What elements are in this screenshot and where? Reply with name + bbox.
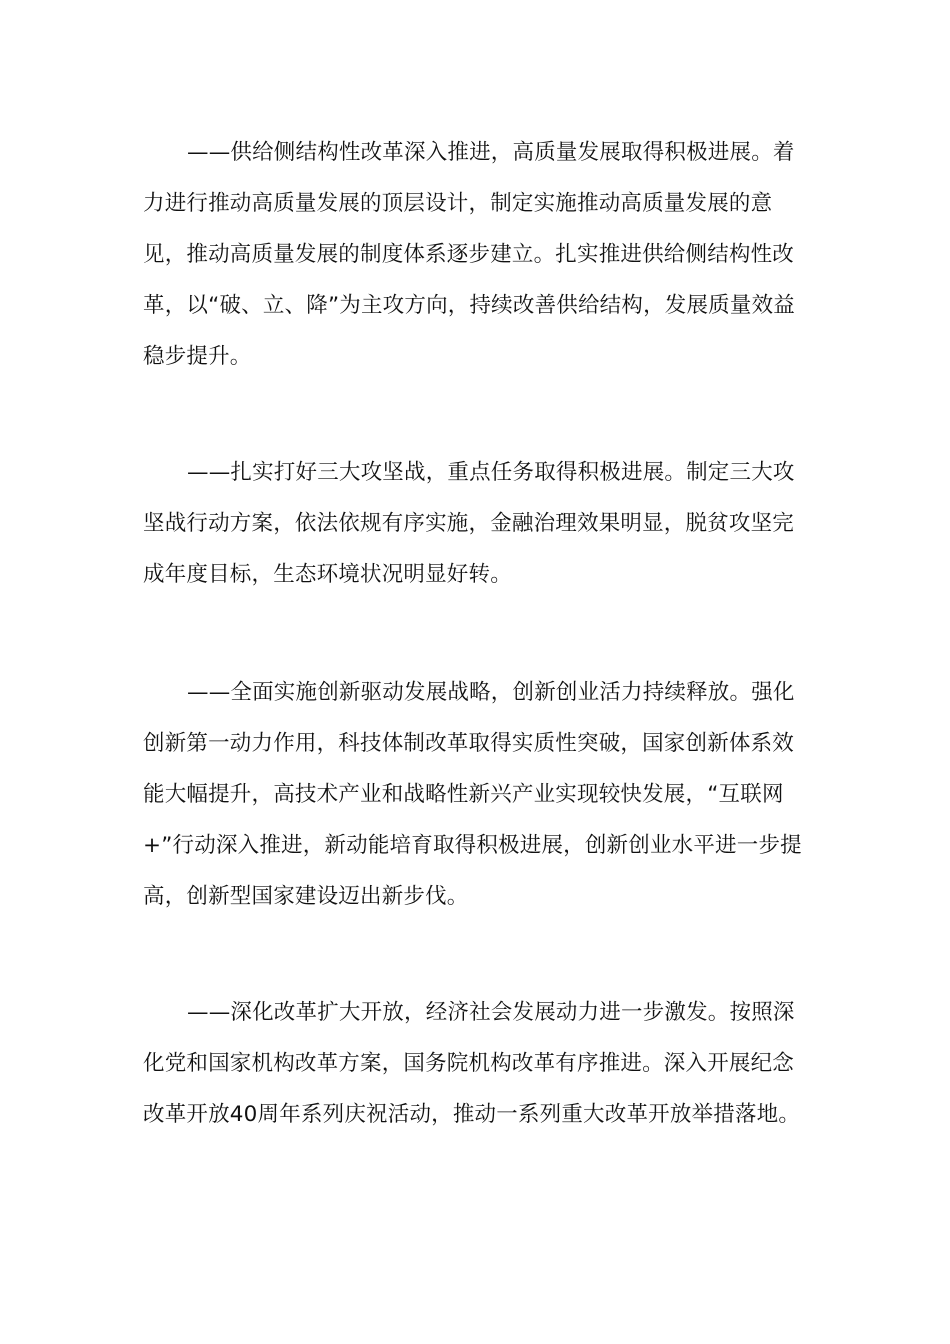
paragraph-reform-opening: ——深化改革扩大开放，经济社会发展动力进一步激发。按照深化党和国家机构改革方案，国务院机构改革有序推进。深入开展纪念改革开放40周年系列庆祝活动，推动一系列重大改革开放举措落地。 — [143, 1000, 801, 1127]
paragraph-innovation-strategy: ——全面实施创新驱动发展战略，创新创业活力持续释放。强化创新第一动力作用，科技体制改革取得实质性突破，国家创新体系效能大幅提升，高技术产业和战略性新兴产业实现较快发展，“互联网+”行动深入推进，新动能培育取得积极进展，创新创业水平进一步提高，创新型国家建设迈出新步伐。 — [143, 680, 802, 909]
paragraph-three-battles: ——扎实打好三大攻坚战，重点任务取得积极进展。制定三大攻坚战行动方案，依法依规有序实施，金融治理效果明显，脱贫攻坚完成年度目标，生态环境状况明显好转。 — [143, 460, 795, 587]
paragraph-supply-side-reform: ——供给侧结构性改革深入推进，高质量发展取得积极进展。着力进行推动高质量发展的顶层设计，制定实施推动高质量发展的意见，推动高质量发展的制度体系逐步建立。扎实推进供给侧结构性改革，以“破、立、降”为主攻方向，持续改善供给结构，发展质量效益稳步提升。 — [143, 140, 795, 369]
